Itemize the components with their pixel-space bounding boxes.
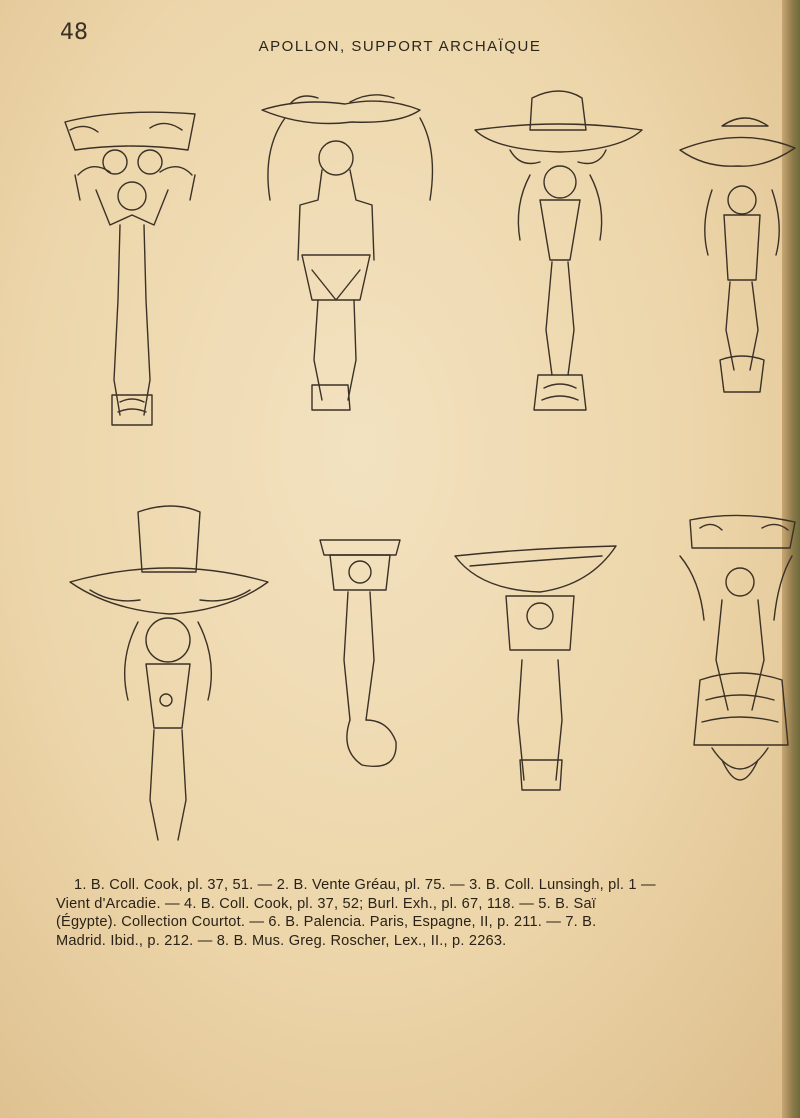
caption-line: (Égypte). Collection Courtot. — 6. B. Palencia. Paris, Espagne, II, p. 211. — 7. B.: [56, 914, 597, 930]
figure-5-mirror-support: [70, 506, 268, 840]
figure-6-mirror-support: [320, 540, 400, 766]
figure-8-mirror-support: [680, 515, 795, 780]
figure-caption: [56, 876, 796, 950]
page-number: 48: [60, 20, 88, 45]
caption-line: 1. B. Coll. Cook, pl. 37, 51. — 2. B. Vente Gréau, pl. 75. — 3. B. Coll. Lunsingh, pl. 1 —: [74, 877, 656, 893]
figure-2-mirror-support: [262, 95, 432, 410]
figure-7-mirror-support: [455, 546, 616, 790]
caption-line: Vient d'Arcadie. — 4. B. Coll. Cook, pl. 37, 52; Burl. Exh., pl. 67, 118. — 5. B. Saï: [56, 895, 597, 912]
caption-line: Madrid. Ibid., p. 212. — 8. B. Mus. Greg. Roscher, Lex., II., p. 2263.: [56, 932, 507, 949]
figure-1-mirror-support: [65, 112, 195, 425]
figure-4-mirror-support: [680, 118, 795, 392]
figure-3-mirror-support: [475, 91, 642, 410]
running-head: APOLLON, SUPPORT ARCHAÏQUE: [258, 38, 542, 55]
